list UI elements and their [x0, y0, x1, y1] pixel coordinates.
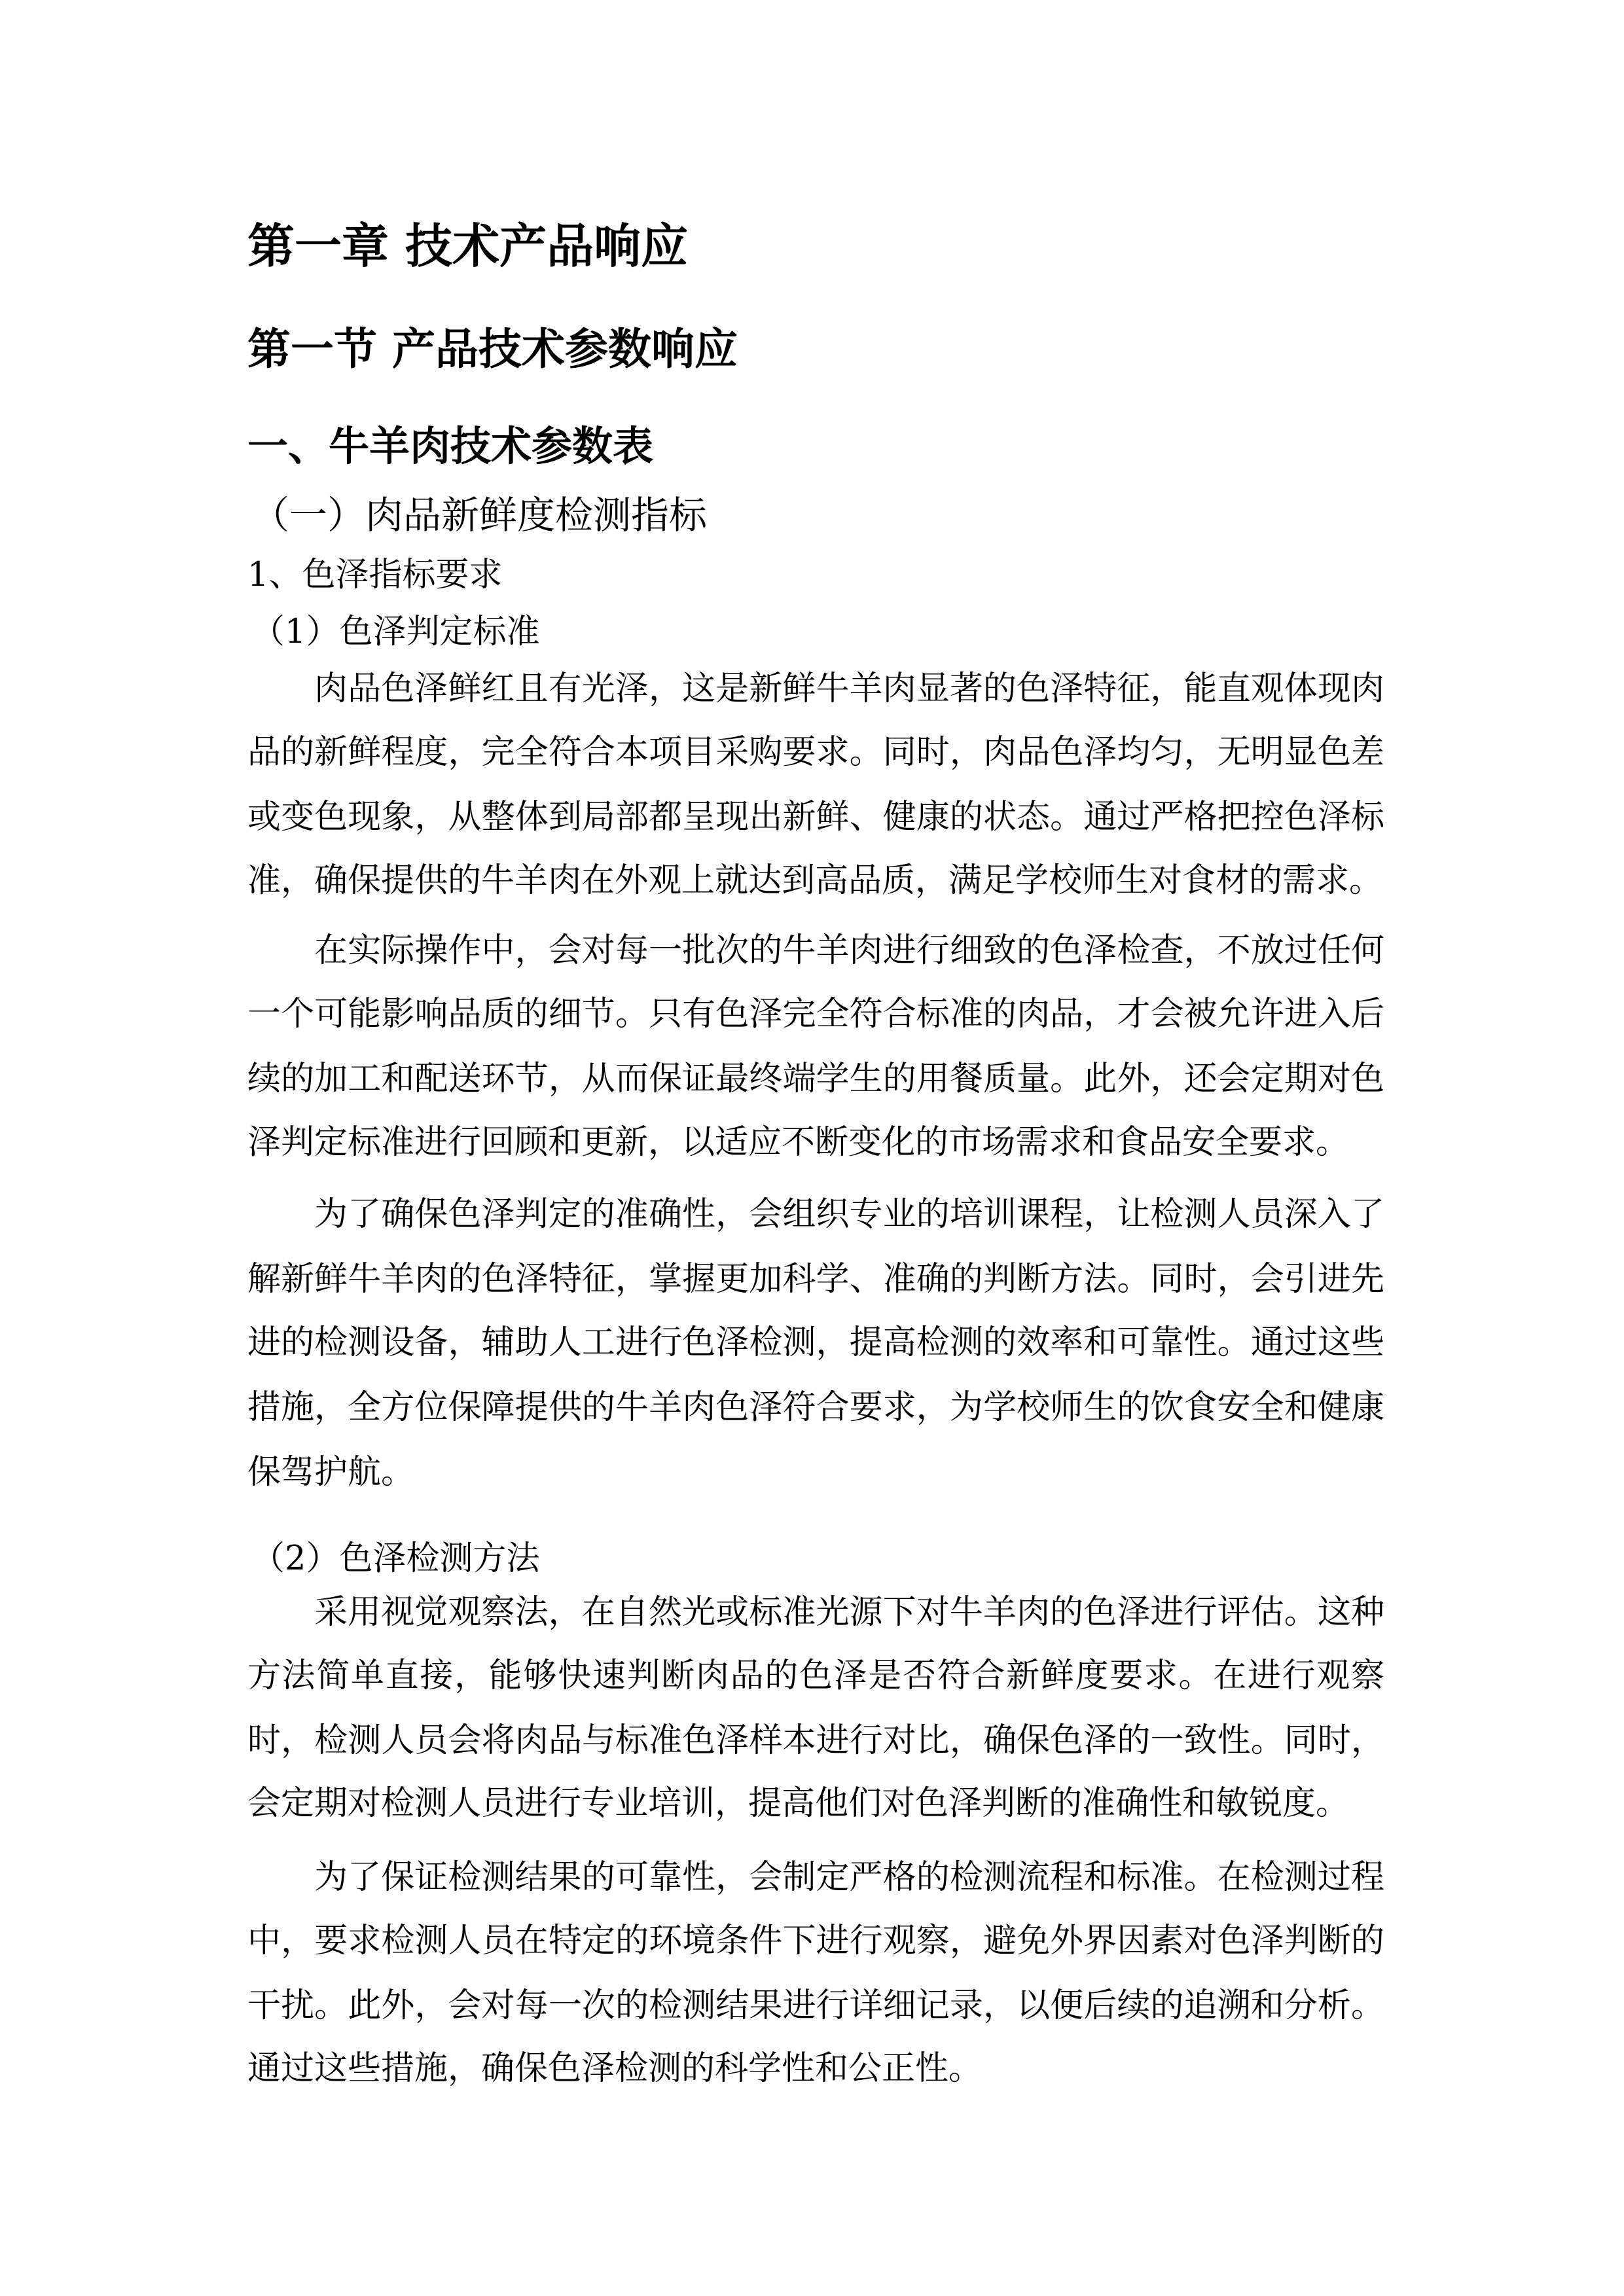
text-line: 一个可能影响品质的细节。只有色泽完全符合标准的肉品，才会被允许进入后	[247, 995, 1384, 1033]
text-line: 泽判定标准进行回顾和更新，以适应不断变化的市场需求和食品安全要求。	[247, 1123, 1350, 1162]
text-line: 解新鲜牛羊肉的色泽特征，掌握更加科学、准确的判断方法。同时，会引进先	[247, 1260, 1384, 1299]
text-line: 为了确保色泽判定的准确性，会组织专业的培训课程，让检测人员深入了	[314, 1195, 1384, 1234]
text-line: 保驾护航。	[247, 1453, 415, 1492]
chapter-title: 第一章 技术产品响应	[247, 219, 689, 274]
text-line: 或变色现象，从整体到局部都呈现出新鲜、健康的状态。通过严格把控色泽标	[247, 798, 1384, 836]
text-line: 续的加工和配送环节，从而保证最终端学生的用餐质量。此外，还会定期对色	[247, 1060, 1384, 1098]
text-line: 品的新鲜程度，完全符合本项目采购要求。同时，肉品色泽均匀，无明显色差	[247, 733, 1384, 772]
subsection-title: （一）肉品新鲜度检测指标	[251, 493, 708, 537]
text-line: 在实际操作中，会对每一批次的牛羊肉进行细致的色泽检查，不放过任何	[314, 931, 1384, 970]
text-line: 采用视觉观察法，在自然光或标准光源下对牛羊肉的色泽进行评估。这种	[314, 1593, 1384, 1632]
text-line: 肉品色泽鲜红且有光泽，这是新鲜牛羊肉显著的色泽特征，能直观体现肉	[314, 670, 1384, 708]
text-line: 时，检测人员会将肉品与标准色泽样本进行对比，确保色泽的一致性。同时，	[247, 1721, 1384, 1760]
part-title: 一、牛羊肉技术参数表	[247, 422, 654, 470]
text-line: 进的检测设备，辅助人工进行色泽检测，提高检测的效率和可靠性。通过这些	[247, 1323, 1384, 1362]
text-line: 会定期对检测人员进行专业培训，提高他们对色泽判断的准确性和敏锐度。	[247, 1784, 1350, 1823]
text-line: 中，要求检测人员在特定的环境条件下进行观察，避免外界因素对色泽判断的	[247, 1922, 1384, 1960]
section-title: 第一节 产品技术参数响应	[247, 324, 738, 374]
subitem-heading: （1）色泽判定标准	[251, 613, 540, 651]
item-heading: 1、色泽指标要求	[247, 556, 503, 594]
text-line: 方法简单直接，能够快速判断肉品的色泽是否符合新鲜度要求。在进行观察	[247, 1657, 1384, 1695]
subitem-heading: （2）色泽检测方法	[251, 1539, 540, 1578]
text-line: 通过这些措施，确保色泽检测的科学性和公正性。	[247, 2049, 983, 2088]
text-line: 准，确保提供的牛羊肉在外观上就达到高品质，满足学校师生对食材的需求。	[247, 861, 1383, 900]
text-line: 措施，全方位保障提供的牛羊肉色泽符合要求，为学校师生的饮食安全和健康	[247, 1388, 1384, 1427]
text-line: 为了保证检测结果的可靠性，会制定严格的检测流程和标准。在检测过程	[314, 1858, 1384, 1897]
text-line: 干扰。此外，会对每一次的检测结果进行详细记录，以便后续的追溯和分析。	[247, 1986, 1384, 2025]
